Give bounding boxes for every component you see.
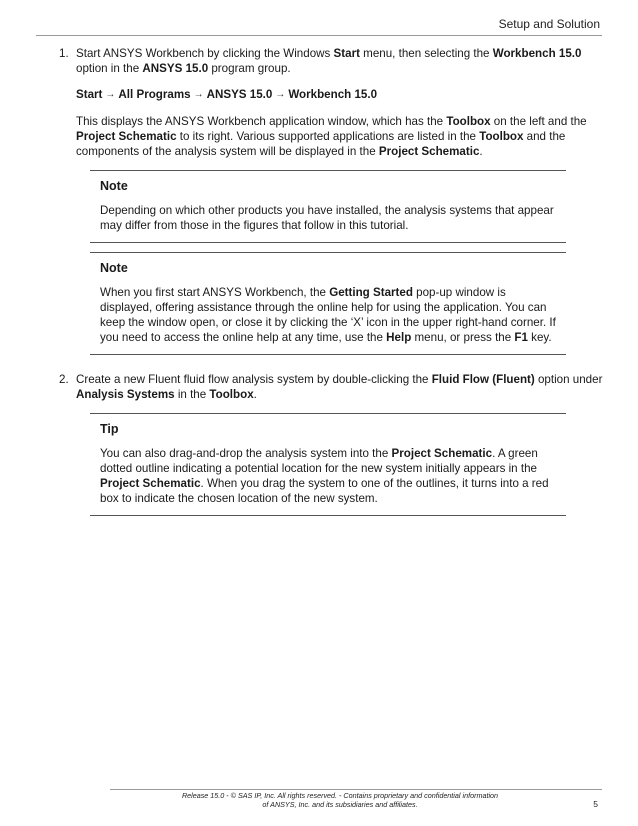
text: to its right. Various supported applications are listed in the: [176, 130, 480, 143]
text: option under: [534, 373, 603, 386]
ui-term: Start: [333, 47, 360, 60]
step-intro: [76, 46, 608, 76]
menu-path-item: Start: [76, 88, 103, 101]
menu-path-item: Workbench 15.0: [288, 88, 378, 101]
text: pop-up window is displayed, offering assistance through the online help for using the application. You can keep the window open, or close it by clicking the ‘X’ icon in the upper right-hand corner. If you need to access the online help at any time, use the: [100, 286, 556, 344]
ui-term: Workbench 15.0: [492, 47, 582, 60]
page-content: [0, 46, 638, 516]
menu-arrow-icon: →: [275, 89, 286, 100]
menu-arrow-icon: →: [105, 89, 116, 100]
text: . A green dotted outline indicating a potential location for the new system initially appears in the: [100, 447, 538, 475]
header-rule: [36, 35, 602, 36]
step-detail: [76, 114, 608, 159]
ui-term: Project Schematic: [391, 447, 493, 460]
menu-path-item: All Programs: [118, 88, 191, 101]
note-box: [90, 252, 566, 355]
running-header: Setup and Solution: [498, 17, 600, 31]
ui-term: Fluid Flow (Fluent): [431, 373, 535, 386]
text: program group.: [208, 62, 291, 75]
step-2: [59, 372, 608, 516]
ui-term: Toolbox: [479, 130, 524, 143]
note-box: [90, 170, 566, 243]
step-1: [59, 46, 608, 355]
footer-line: Release 15.0 - © SAS IP, Inc. All rights reserved. - Contains proprietary and confidential information: [181, 791, 499, 800]
text: .: [253, 388, 257, 401]
text: When you first start ANSYS Workbench, the: [100, 286, 330, 299]
ui-term: F1: [514, 331, 528, 344]
tip-title: Tip: [100, 422, 119, 436]
menu-path-item: ANSYS 15.0: [206, 88, 273, 101]
text: menu, or press the: [411, 331, 515, 344]
text: . When you drag the system to one of the outlines, it turns into a red box to indicate the chosen location of the new system.: [100, 477, 549, 505]
text: and the components of the analysis system will be displayed in the: [76, 130, 566, 158]
ui-term: Project Schematic: [378, 145, 480, 158]
page-number: 5: [593, 799, 598, 809]
ui-term: ANSYS 15.0: [142, 62, 209, 75]
text: in the: [174, 388, 210, 401]
menu-arrow-icon: →: [193, 89, 204, 100]
step-intro: [76, 372, 608, 402]
footer-copyright: [160, 791, 520, 809]
text: on the left and the: [490, 115, 587, 128]
note-body: Depending on which other products you have installed, the analysis systems that appear may differ from those in the figures that follow in this tutorial.: [100, 204, 554, 232]
text: Create a new Fluent fluid flow analysis system by double-clicking the: [76, 373, 432, 386]
text: menu, then selecting the: [359, 47, 493, 60]
footer-rule: [110, 789, 602, 790]
text: .: [479, 145, 483, 158]
footer-line: of ANSYS, Inc. and its subsidiaries and affiliates.: [262, 800, 418, 809]
note-body: [100, 285, 556, 345]
text: key.: [527, 331, 552, 344]
tip-body: [100, 446, 556, 506]
step-number: 2.: [59, 373, 69, 386]
ui-term: Project Schematic: [100, 477, 201, 490]
ui-term: Toolbox: [446, 115, 491, 128]
note-title: Note: [100, 179, 128, 193]
ui-term: Toolbox: [209, 388, 254, 401]
text: option in the: [76, 62, 143, 75]
tip-box: [90, 413, 566, 516]
ui-term: Getting Started: [329, 286, 413, 299]
text: Start ANSYS Workbench by clicking the Windows: [76, 47, 334, 60]
ui-term: Help: [386, 331, 412, 344]
menu-path: [76, 87, 608, 103]
ui-term: Project Schematic: [76, 130, 177, 143]
step-number: 1.: [59, 47, 69, 60]
text: You can also drag-and-drop the analysis system into the: [100, 447, 392, 460]
text: This displays the ANSYS Workbench application window, which has the: [76, 115, 447, 128]
ui-term: Analysis Systems: [76, 388, 175, 401]
note-title: Note: [100, 261, 128, 275]
